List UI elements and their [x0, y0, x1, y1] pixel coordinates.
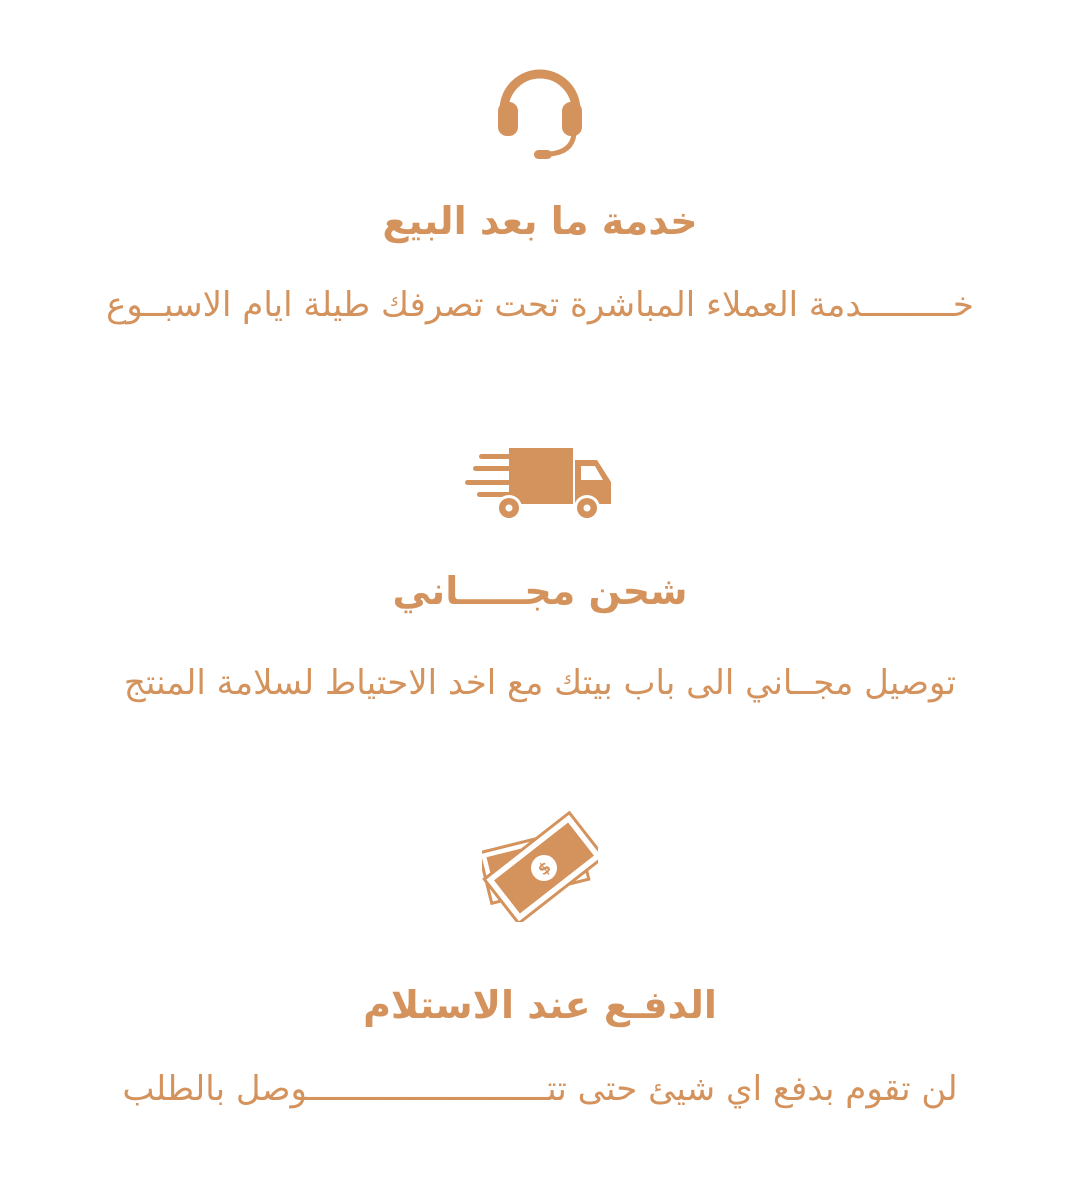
cash-money-icon: [482, 810, 598, 922]
feature-free-shipping: [0, 446, 1080, 526]
feature-description: توصيل مجــاني الى باب بيتك مع اخد الاحتياط لسلامة المنتج: [123, 663, 957, 703]
feature-title: الدفـع عند الاستلام: [363, 983, 717, 1027]
feature-cash-on-delivery: [0, 810, 1080, 922]
headset-icon: [494, 66, 586, 162]
feature-title: خدمة ما بعد البيع: [382, 199, 698, 243]
feature-description: خـــــــــدمة العملاء المباشرة تحت تصرفك طيلة ايام الاسبــوع: [106, 285, 974, 325]
svg-text:$: $: [534, 857, 555, 880]
feature-description: لن تقوم بدفع اي شيئ حتى تتــــــــــــــــــــــــوصل بالطلب: [122, 1069, 958, 1109]
delivery-truck-icon: [465, 446, 615, 526]
feature-after-sales: [0, 66, 1080, 162]
feature-title: شحن مجـــــاني: [392, 569, 688, 613]
